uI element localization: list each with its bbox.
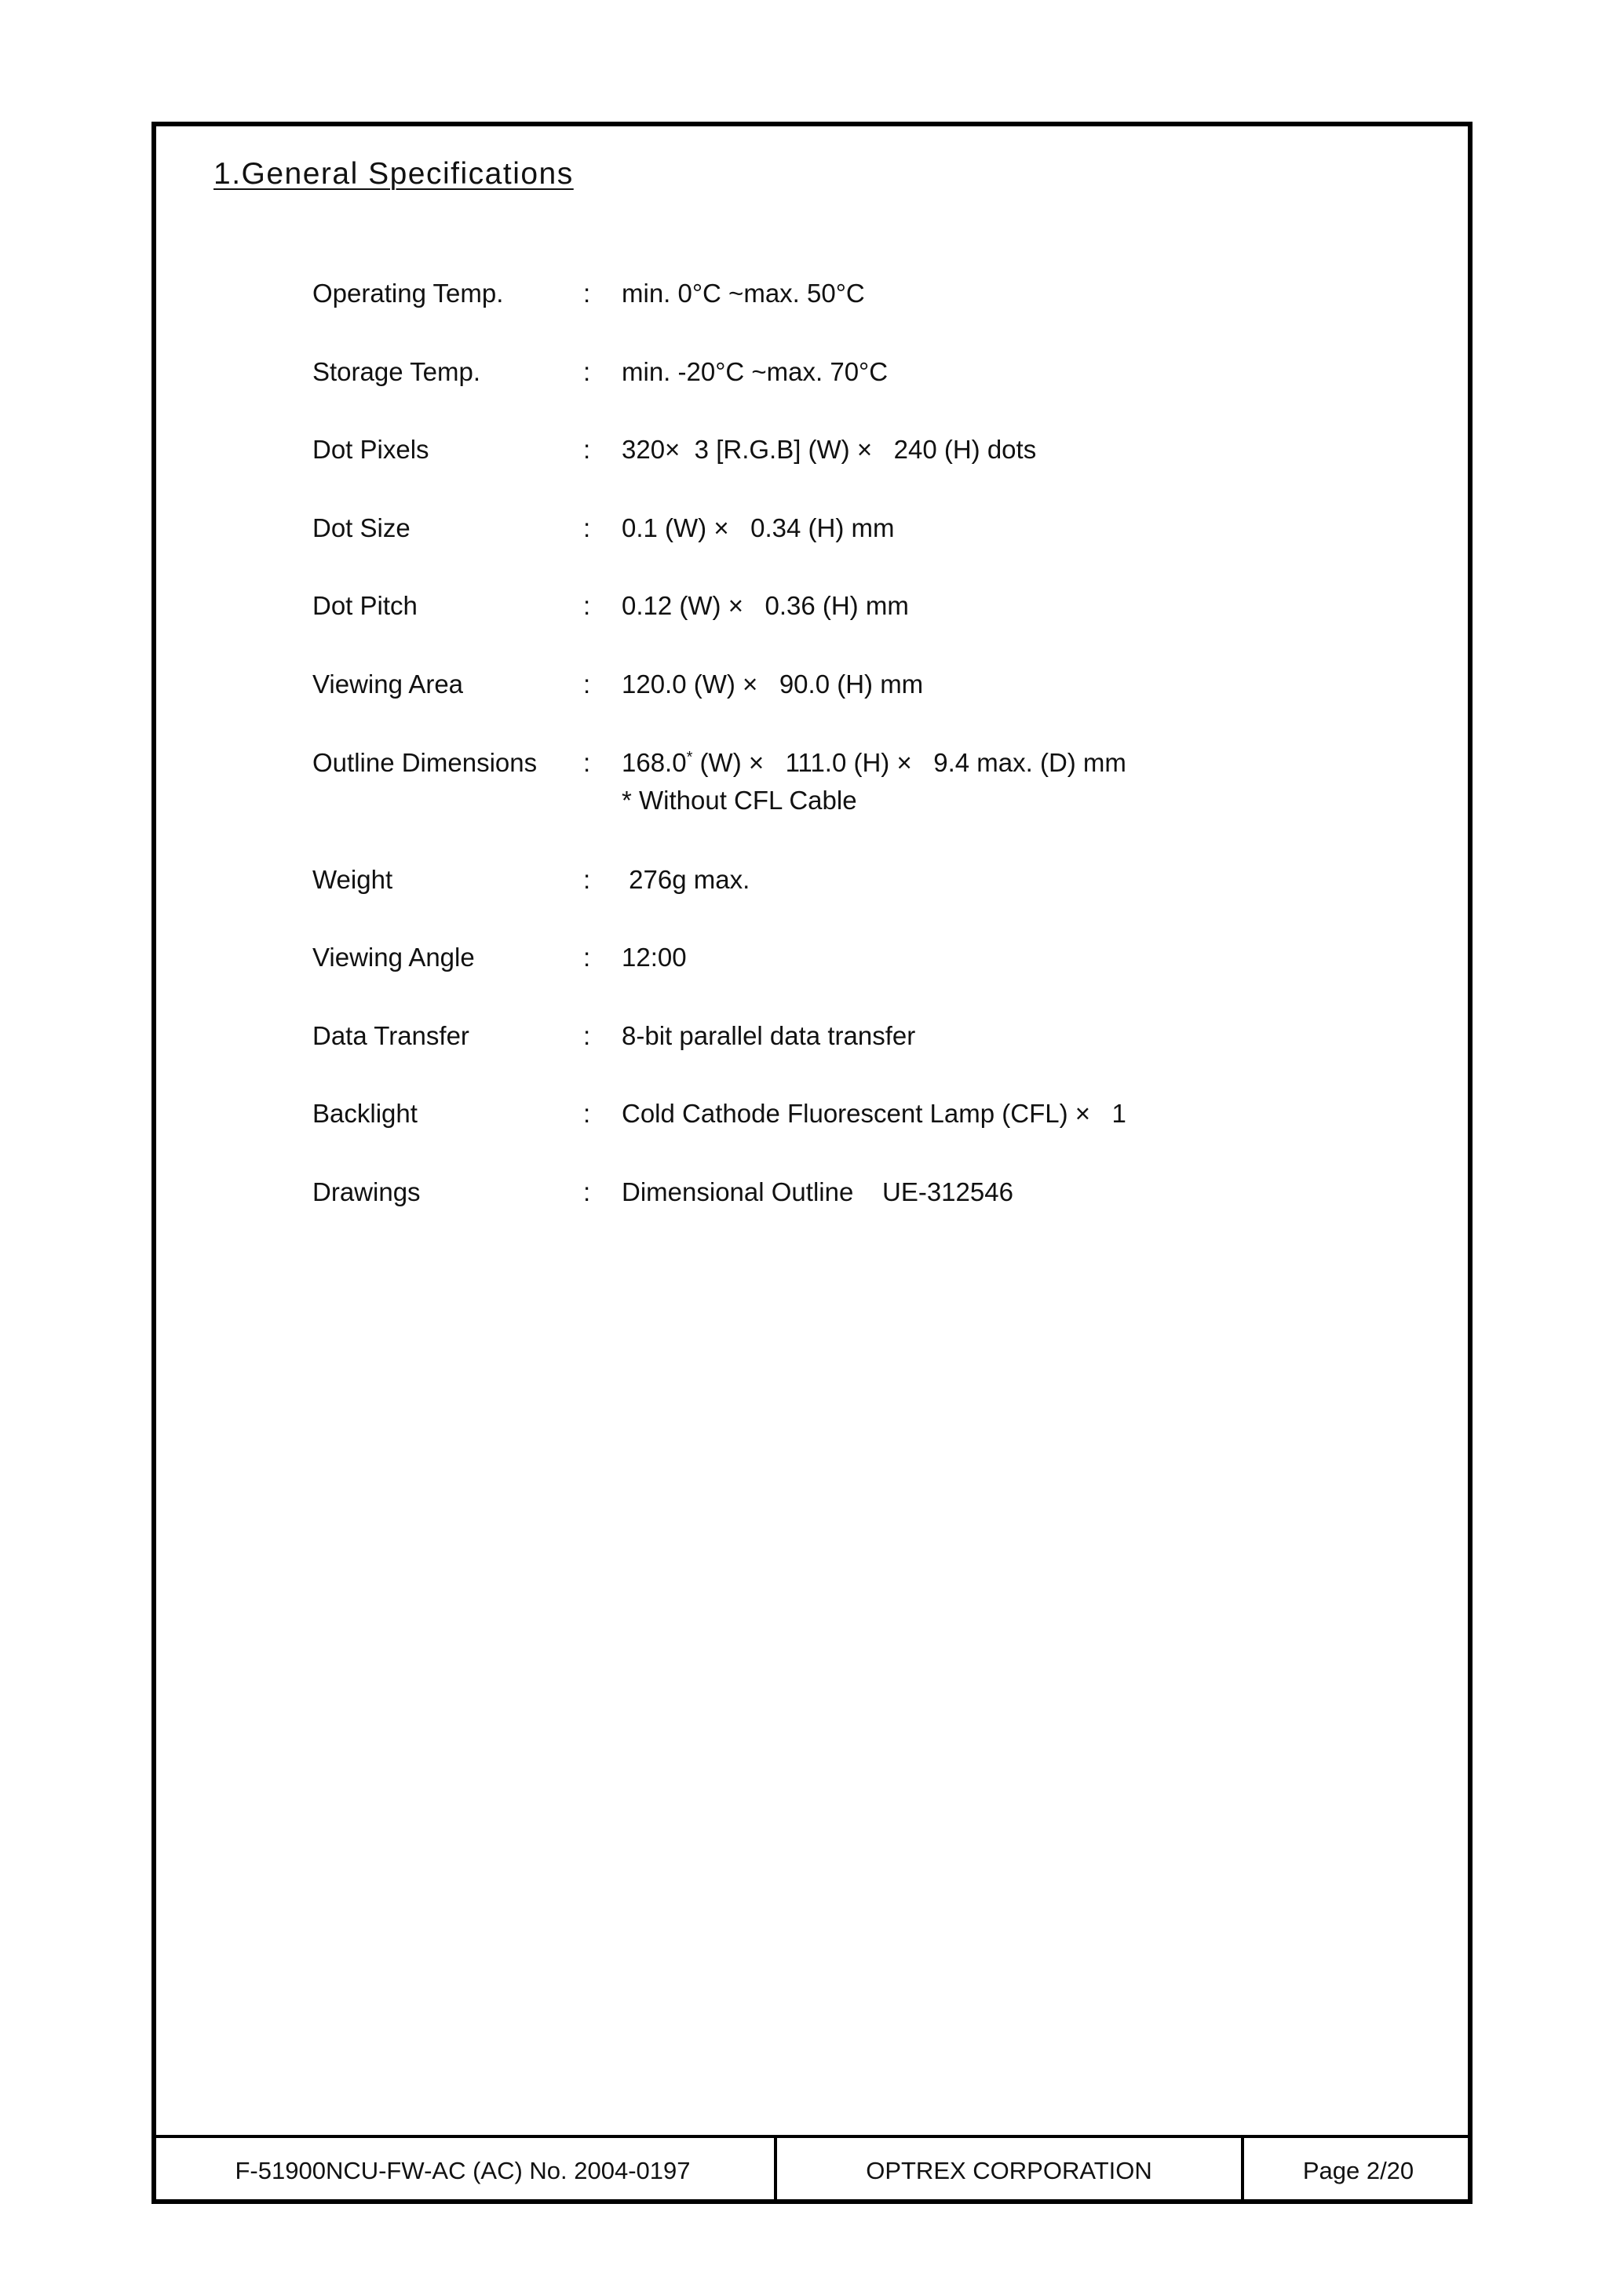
page-footer	[151, 2135, 1473, 2204]
spec-colon: :	[583, 747, 591, 777]
spec-value: 8-bit parallel data transfer	[622, 1020, 916, 1050]
spec-value: 320× 3 [R.G.B] (W) × 240 (H) dots	[622, 435, 1037, 465]
spec-label: Dot Pitch	[312, 591, 418, 621]
spec-colon: :	[583, 669, 591, 699]
spec-label: Outline Dimensions	[312, 747, 538, 777]
spec-label: Viewing Angle	[312, 943, 475, 972]
spec-value: min. 0°C ~max. 50°C	[622, 279, 865, 308]
spec-colon: :	[583, 513, 591, 542]
spec-value: 0.1 (W) × 0.34 (H) mm	[622, 513, 895, 542]
spec-colon: :	[583, 864, 591, 894]
spec-colon: :	[583, 1020, 591, 1050]
spec-label: Backlight	[312, 1099, 418, 1129]
spec-label: Dot Pixels	[312, 435, 429, 465]
spec-row-drawings	[312, 1173, 1333, 1252]
spec-row-data-transfer	[312, 1017, 1333, 1096]
spec-colon: :	[583, 591, 591, 621]
spec-label: Data Transfer	[312, 1020, 469, 1050]
spec-row-dot-pitch	[312, 587, 1333, 666]
spec-row-dot-size	[312, 509, 1333, 588]
spec-value: Dimensional Outline UE-312546	[622, 1177, 1013, 1206]
spec-footnote: * Without CFL Cable	[622, 785, 857, 815]
footer-company: OPTREX CORPORATION	[777, 2138, 1244, 2204]
spec-value	[622, 744, 1126, 782]
spec-colon: :	[583, 943, 591, 972]
footer-page-number: Page 2/20	[1302, 2157, 1414, 2184]
spec-list	[312, 275, 1333, 1252]
footnote-marker: *	[686, 748, 693, 766]
spec-value: 12:00	[622, 943, 687, 972]
spec-row-viewing-area	[312, 666, 1333, 744]
spec-colon: :	[583, 356, 591, 386]
spec-value: Cold Cathode Fluorescent Lamp (CFL) × 1	[622, 1099, 1126, 1129]
spec-row-operating-temp	[312, 275, 1333, 353]
spec-label: Weight	[312, 864, 393, 894]
spec-value: min. -20°C ~max. 70°C	[622, 356, 889, 386]
spec-colon: :	[583, 1099, 591, 1129]
spec-row-weight	[312, 861, 1333, 940]
spec-value-rest: (W) × 111.0 (H) × 9.4 max. (D) mm	[692, 747, 1126, 777]
spec-colon: :	[583, 279, 591, 308]
spec-label: Viewing Area	[312, 669, 464, 699]
footer-doc-number: F-51900NCU-FW-AC (AC) No. 2004-0197	[151, 2138, 777, 2204]
spec-label: Drawings	[312, 1177, 421, 1206]
spec-value: 120.0 (W) × 90.0 (H) mm	[622, 669, 924, 699]
spec-row-outline-dimensions	[312, 744, 1333, 861]
spec-colon: :	[583, 1177, 591, 1206]
spec-row-viewing-angle	[312, 939, 1333, 1017]
spec-label: Storage Temp.	[312, 356, 481, 386]
spec-label: Dot Size	[312, 513, 411, 542]
spec-value: 276g max.	[622, 864, 750, 894]
spec-row-storage-temp	[312, 353, 1333, 432]
spec-value-main: 168.0	[622, 747, 687, 777]
spec-row-backlight	[312, 1095, 1333, 1173]
spec-row-dot-pixels	[312, 431, 1333, 509]
spec-value: 0.12 (W) × 0.36 (H) mm	[622, 591, 909, 621]
spec-label: Operating Temp.	[312, 279, 504, 308]
section-title: 1.General Specifications	[213, 157, 574, 191]
spec-colon: :	[583, 435, 591, 465]
